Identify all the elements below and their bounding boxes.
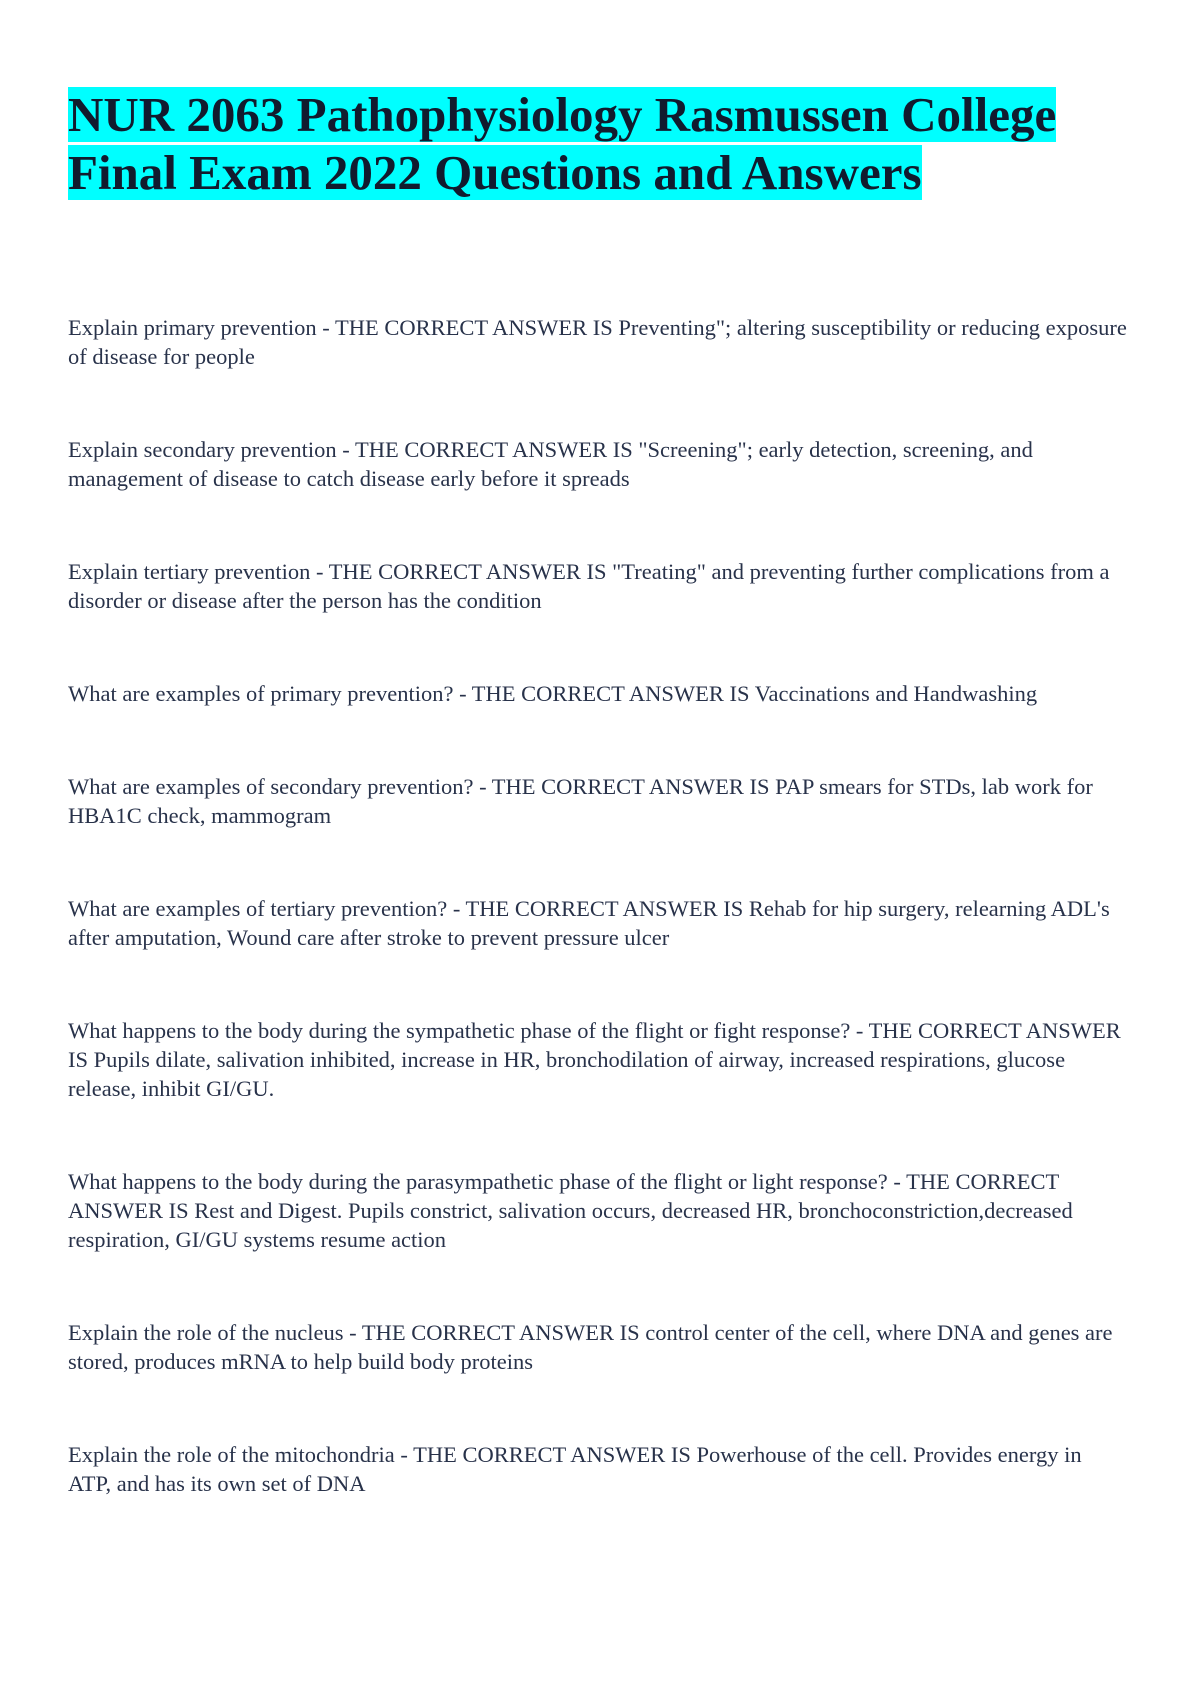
qa-entry-parasympathetic-phase: What happens to the body during the parasympathetic phase of the flight or light response? - THE CORRECT ANSWER IS Rest and Digest. Pupils constrict, salivation occurs, decreased HR, bronchoconstriction,decreased respiration, GI/GU systems resume action [68,1169,1073,1252]
qa-entry-secondary-examples: What are examples of secondary prevention? - THE CORRECT ANSWER IS PAP smears for STDs, lab work for HBA1C check, mammogram [68,774,1093,828]
title-line-2: Final Exam 2022 Questions and Answers [68,145,922,200]
title-line-1: NUR 2063 Pathophysiology Rasmussen College [68,87,1057,142]
qa-entry-nucleus-role: Explain the role of the nucleus - THE CORRECT ANSWER IS control center of the cell, where DNA and genes are stored, produces mRNA to help build body proteins [68,1320,1113,1374]
qa-entry-primary-prevention: Explain primary prevention - THE CORRECT ANSWER IS Preventing"; altering susceptibility or reducing exposure of disease for people [68,315,1127,369]
qa-entry-primary-examples: What are examples of primary prevention? - THE CORRECT ANSWER IS Vaccinations and Handwashing [68,681,1038,706]
qa-entry-sympathetic-phase: What happens to the body during the sympathetic phase of the flight or fight response? - THE CORRECT ANSWER IS Pupils dilate, salivation inhibited, increase in HR, bronchodilation of airway, increased respirations, glucose release, inhibit GI/GU. [68,1018,1121,1101]
qa-entry-tertiary-prevention: Explain tertiary prevention - THE CORRECT ANSWER IS "Treating" and preventing further complications from a disorder or disease after the person has the condition [68,559,1110,613]
qa-entry-secondary-prevention: Explain secondary prevention - THE CORRECT ANSWER IS "Screening"; early detection, screening, and management of disease to catch disease early before it spreads [68,437,1033,491]
qa-entry-mitochondria-role: Explain the role of the mitochondria - THE CORRECT ANSWER IS Powerhouse of the cell. Provides energy in ATP, and has its own set of DNA [68,1442,1082,1496]
qa-entry-tertiary-examples: What are examples of tertiary prevention? - THE CORRECT ANSWER IS Rehab for hip surgery, relearning ADL's after amputation, Wound care after stroke to prevent pressure ulcer [68,896,1110,950]
document-title [68,86,1128,202]
